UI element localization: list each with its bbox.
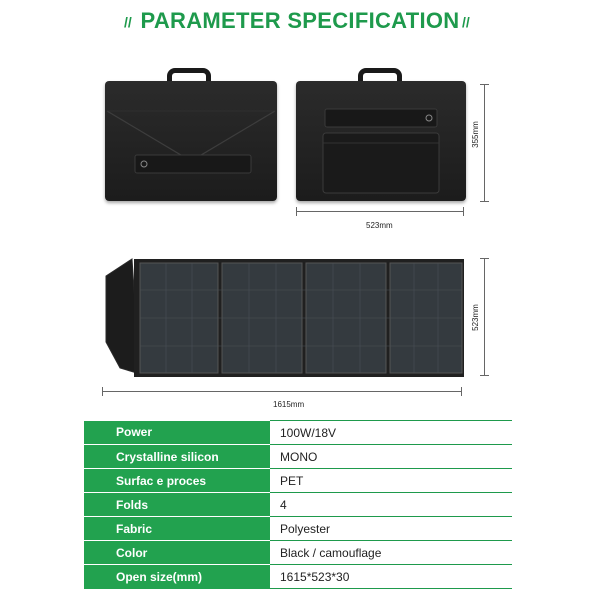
table-row [84, 469, 512, 493]
table-row [84, 541, 512, 565]
height-folded-label: 355mm [470, 121, 480, 148]
spec-value: 4 [270, 493, 512, 517]
spec-value: 1615*523*30 [270, 565, 512, 589]
table-row [84, 421, 512, 445]
table-row [84, 517, 512, 541]
decorative-slash-left: // [124, 14, 132, 30]
table-row [84, 565, 512, 589]
spec-value: Polyester [270, 517, 512, 541]
spec-key: Color [84, 541, 270, 565]
width-folded-label: 523mm [366, 221, 393, 230]
spec-key: Open size(mm) [84, 565, 270, 589]
page-title: PARAMETER SPECIFICATION [140, 8, 460, 33]
table-row [84, 445, 512, 469]
height-open-label: 523mm [470, 304, 480, 331]
width-open-label: 1615mm [273, 400, 305, 409]
spec-key: Crystalline silicon [84, 445, 270, 469]
spec-key: Power [84, 421, 270, 445]
table-row [84, 493, 512, 517]
spec-value: PET [270, 469, 512, 493]
spec-value: MONO [270, 445, 512, 469]
spec-table [84, 420, 512, 589]
spec-key: Fabric [84, 517, 270, 541]
spec-key: Surfac e proces [84, 469, 270, 493]
spec-value: 100W/18V [270, 421, 512, 445]
spec-key: Folds [84, 493, 270, 517]
decorative-slash-right: // [462, 14, 470, 30]
spec-value: Black / camouflage [270, 541, 512, 565]
